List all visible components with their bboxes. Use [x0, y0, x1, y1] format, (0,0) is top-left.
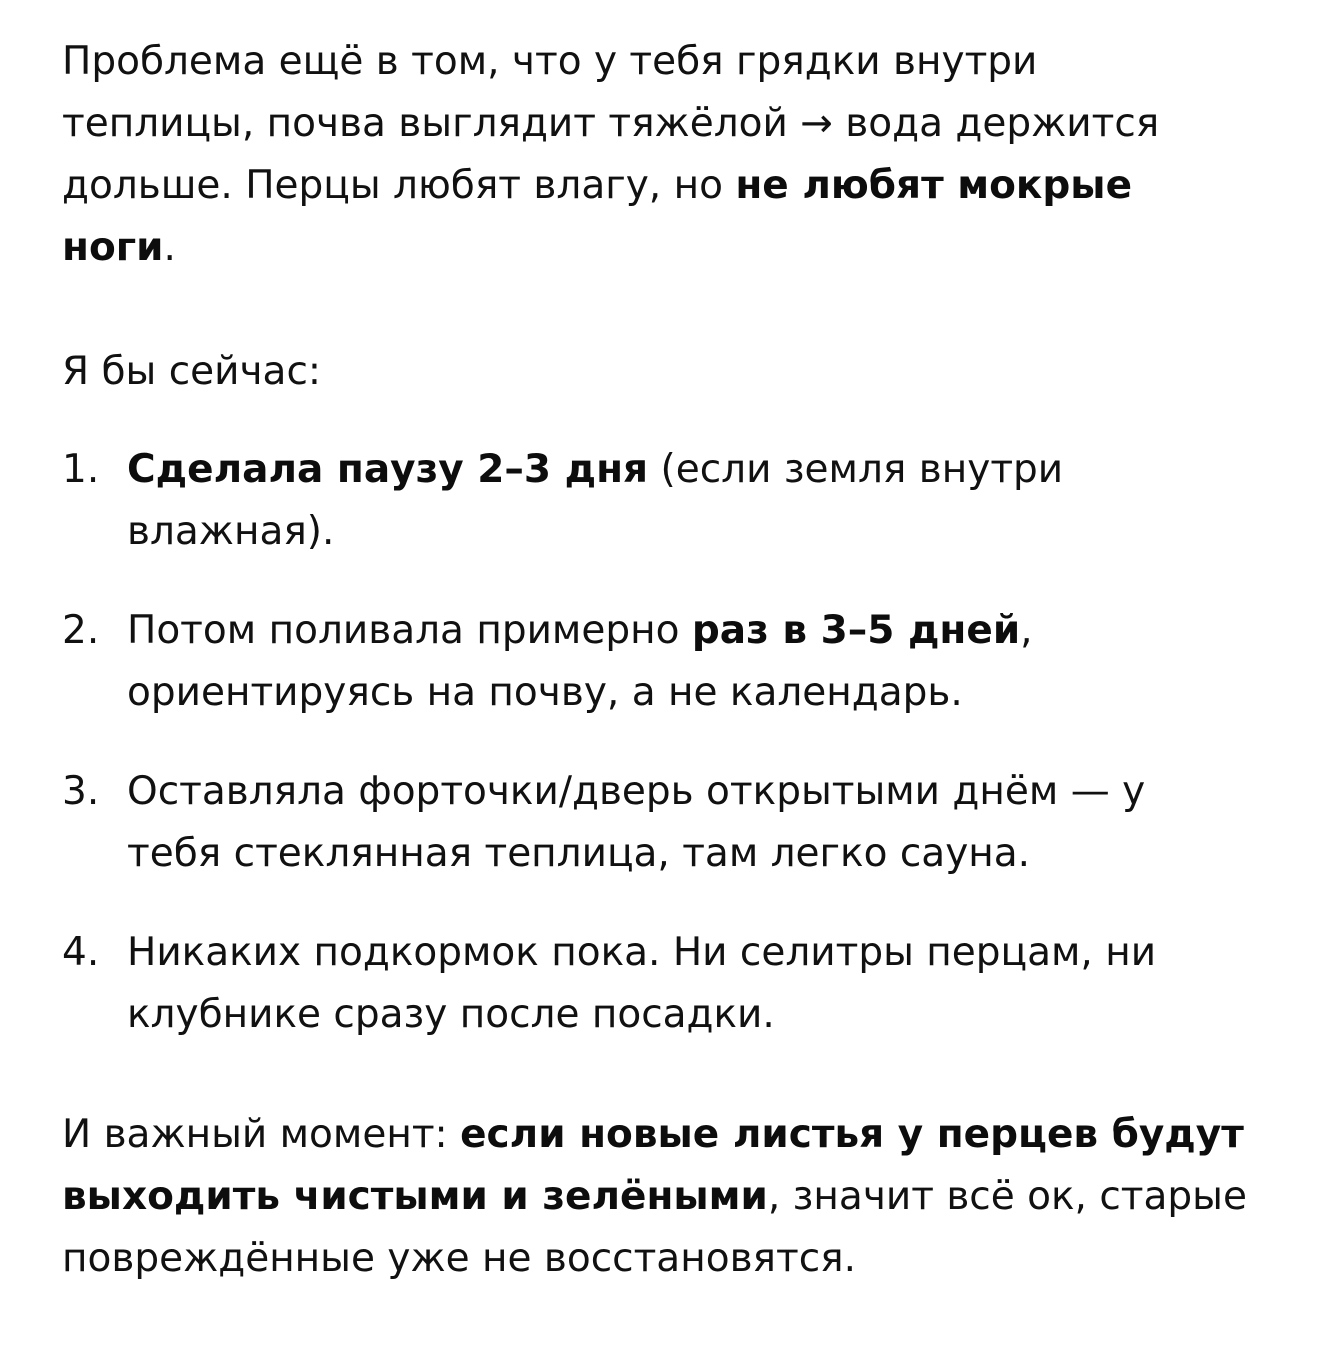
paragraph-emphasis: не любят мокрые ноги	[62, 163, 1133, 270]
paragraph-emphasis: если новые листья у перцев будут выходить чистыми и зелёными	[62, 1112, 1244, 1219]
paragraph-text: Проблема ещё в том, что у тебя грядки внутри теплицы, почва выглядит тяжёлой → вода держится дольше. Перцы любят влагу, но	[62, 39, 1160, 208]
list-item	[62, 761, 1217, 885]
list-item-text: Оставляла форточки/дверь открытыми днём — у тебя стеклянная теплица, там легко сауна.	[127, 769, 1146, 876]
list-item-number: 1.	[62, 447, 100, 492]
list-item-text: Потом поливала примерно	[127, 608, 692, 653]
paragraph-text: И важный момент:	[62, 1112, 461, 1157]
list-item-text: Никаких подкормок пока. Ни селитры перцам, ни клубнике сразу после посадки.	[127, 930, 1157, 1037]
paragraph-intro: Я бы сейчас:	[62, 349, 322, 394]
list-item-number: 3.	[62, 769, 100, 814]
paragraph-text-end: , значит всё ок, старые повреждённые уже не восстановятся.	[62, 1174, 1247, 1281]
list-item-number: 4.	[62, 930, 100, 975]
list-item	[62, 439, 1217, 563]
list-item-text-end: , ориентируясь на почву, а не календарь.	[127, 608, 1033, 715]
list-item-text: (если земля внутри влажная).	[127, 447, 1064, 554]
paragraph-text-end: .	[163, 225, 176, 270]
list-item-emphasis: раз в 3–5 дней	[691, 608, 1021, 653]
message-body	[62, 31, 1282, 1290]
list-item-emphasis: Сделала паузу 2–3 дня	[127, 447, 649, 492]
list-item	[62, 600, 1217, 724]
recommendations-list	[62, 439, 1282, 1046]
paragraph-important-note	[62, 1104, 1272, 1290]
list-item-number: 2.	[62, 608, 100, 653]
paragraph-soil-problem	[62, 31, 1222, 279]
list-item	[62, 922, 1217, 1046]
